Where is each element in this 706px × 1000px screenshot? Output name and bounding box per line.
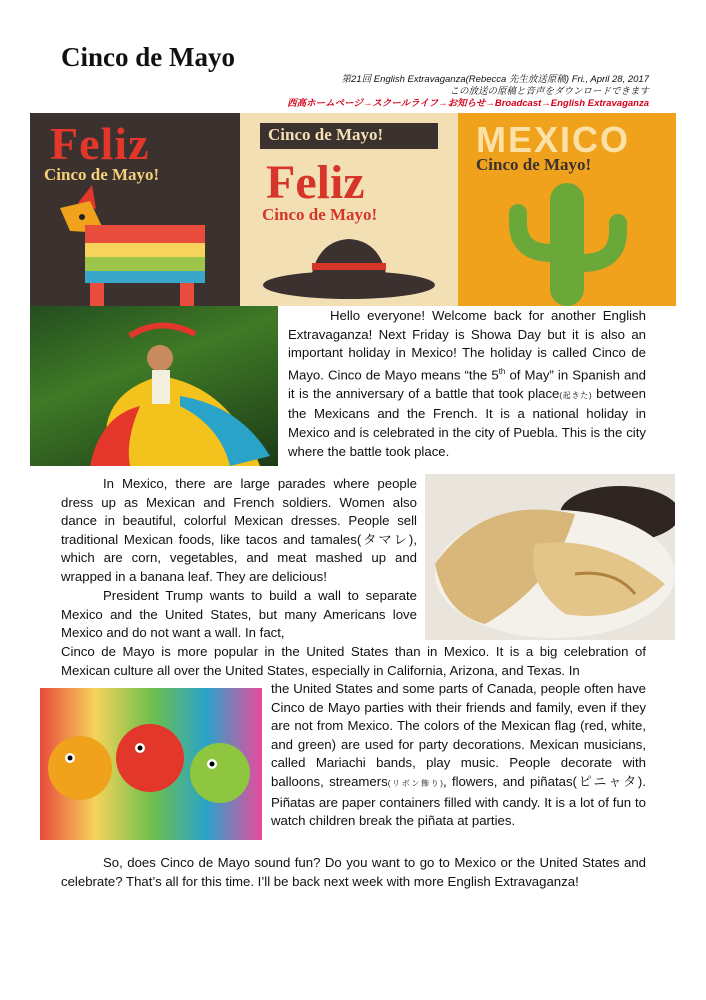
parties-text-2: , flowers, and piñatas(ピニャタ). Piñatas are paper containers filled with candy. It is a lot of fun to watch children break the piñata at parties. bbox=[271, 773, 646, 829]
intro-text-1: Hello everyone! Welcome back for another English Extravaganza! Next Friday is Showa Day but it is also an important holiday in Mexico! The holiday is called Cinco de Mayo. Cinco de Mayo means “the 5 bbox=[288, 308, 646, 383]
banner-subtitle: Cinco de Mayo! bbox=[44, 165, 160, 184]
paragraph-closing: So, does Cinco de Mayo sound fun? Do you want to go to Mexico or the United States and celebrate? That’s all for this time. I’ll be back next week with more English Extravaganza! bbox=[61, 855, 646, 889]
gloss-note: (リボン飾り) bbox=[387, 778, 443, 788]
paragraph-wall: President Trump wants to build a wall to separate Mexico and the United States, but many Americans love Mexico and do not want a wall. In fact, bbox=[61, 588, 417, 641]
banner-panel-sombrero bbox=[240, 113, 458, 306]
ordinal-suffix: th bbox=[498, 366, 506, 376]
paragraph-parades: In Mexico, there are large parades where people dress up as Mexican and French soldiers. Women also dance in beautiful, colorful Mexican dresses. People sell traditional Mexican foods, like tacos and tamales(タマレ), which are corn, vegetables, and meat mashed up and wrapped in a banana leaf. They are delicious! bbox=[61, 476, 417, 584]
tamales-photo bbox=[425, 474, 675, 640]
banner-feliz-text: Feliz bbox=[50, 118, 150, 169]
banner-image bbox=[30, 113, 676, 306]
parties-text-1: the United States and some parts of Canada, people often have Cinco de Mayo parties with their friends and family, even if they are not from Mexico. The colors of the Mexican flag (red, white, and green) are used for party decorations. Mexican musicians, called Mariachi bands, play music. People decorate with balloons, streamers bbox=[271, 681, 646, 789]
pinatas-photo bbox=[40, 688, 262, 840]
intro-text-3: between the Mexicans and the French. It is a national holiday in Mexico and is celebrated in the city of Puebla. This is the city where the battle took place. bbox=[288, 385, 646, 459]
sombrero-icon bbox=[240, 113, 458, 306]
banner-panel-cactus bbox=[458, 113, 676, 306]
paragraph-popularity: Cinco de Mayo is more popular in the United States than in Mexico. It is a big celebration of Mexican culture all over the United States, especially in California, Arizona, and Texas. In bbox=[61, 644, 646, 678]
banner-subtitle: Cinco de Mayo! bbox=[262, 205, 378, 224]
banner-feliz-text: Feliz bbox=[266, 156, 365, 209]
download-note: この放送の原稿と音声をダウンロードできます bbox=[449, 86, 649, 97]
intro-text-2: of May” in Spanish and it is the anniversary of a battle that took place bbox=[288, 367, 647, 401]
broadcast-info: 第21回 English Extravaganza(Rebecca 先生放送原稿) Fri., April 28, 2017 bbox=[341, 74, 649, 85]
navigation-path: 西高ホームページ→スクールライフ→お知らせ→Broadcast→English Extravaganza bbox=[287, 98, 649, 109]
banner-mexico-text: MEXICO bbox=[476, 119, 631, 160]
paragraph-parties bbox=[271, 680, 646, 831]
banner-top-text: Cinco de Mayo! bbox=[268, 125, 384, 144]
page-title: Cinco de Mayo bbox=[61, 42, 235, 72]
gloss-note: (起きた) bbox=[559, 390, 592, 400]
banner-panel-pinata bbox=[30, 113, 240, 306]
paragraph-intro bbox=[288, 307, 646, 461]
banner-subtitle: Cinco de Mayo! bbox=[476, 155, 592, 174]
cactus-icon bbox=[458, 113, 676, 306]
dancer-photo bbox=[30, 306, 278, 466]
pinata-icon bbox=[30, 113, 240, 306]
